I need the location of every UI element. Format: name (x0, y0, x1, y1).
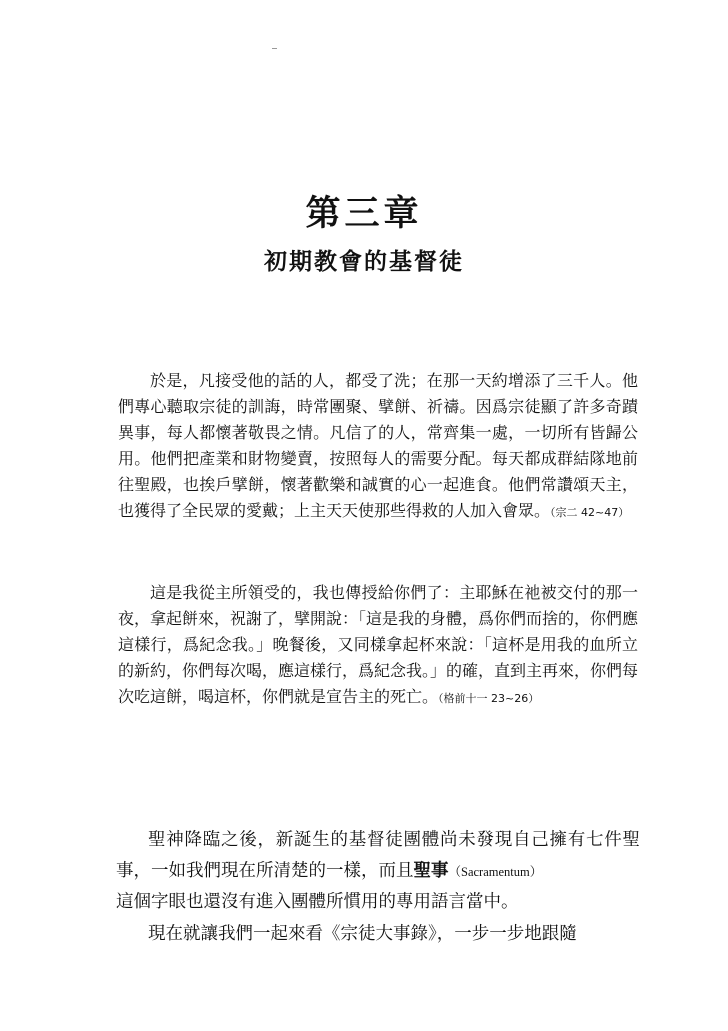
scripture-quote-acts (118, 368, 638, 526)
body-text-segment: 現在就讓我們一起來看《宗徒大事錄》，一步一步地跟隨 (148, 924, 577, 944)
body-text-segment: 聖神降臨之後，新誕生的基督徒團體尚未發現自己擁有七件聖事，一如我們現在所清楚的一樣，而且 (116, 830, 640, 881)
sacrament-term: 聖事 (413, 861, 449, 881)
quote-citation: （宗二 42~47） (550, 506, 630, 519)
quote-citation: （格前十一 23~26） (438, 692, 540, 705)
quote-text: 這是我從主所領受的，我也傳授給你們了：主耶穌在祂被交付的那一夜，拿起餅來，祝謝了，擘開說：「這是我的身體，爲你們而捨的，你們應這樣行，爲紀念我。」晚餐後，又同樣拿起杯來說：「這杯是用我的血所立的新約，你們每次喝，應這樣行，爲紀念我。」的確，直到主再來，你們每次吃這餅，喝這杯，你們就是宣告主的死亡。 (118, 583, 639, 706)
latin-term: （Sacramentum） (448, 865, 543, 879)
scan-speck (272, 48, 277, 49)
chapter-subtitle: 初期教會的基督徒 (264, 249, 464, 275)
body-paragraph-2 (116, 919, 640, 950)
chapter-title: 第三章 (305, 193, 423, 234)
body-text-segment: 這個字眼也還沒有進入團體所慣用的專用語言當中。 (116, 892, 519, 912)
scripture-quote-corinthians (118, 580, 638, 712)
quote-text: 於是，凡接受他的話的人，都受了洗；在那一天約增添了三千人。他們專心聽取宗徒的訓誨，時常團聚、擘餅、祈禱。因爲宗徒顯了許多奇蹟異事，每人都懷著敬畏之情。凡信了的人，常齊集一處，一切所有皆歸公用。他們把產業和財物變賣，按照每人的需要分配。每天都成群結隊地前往聖殿，也挨戶擘餅，懷著歡樂和誠實的心一起進食。他們常讚頌天主，也獲得了全民眾的愛戴；上主天天使那些得救的人加入會眾。 (118, 371, 638, 520)
body-paragraph-1 (116, 825, 640, 888)
body-paragraph-1-end (116, 887, 640, 918)
